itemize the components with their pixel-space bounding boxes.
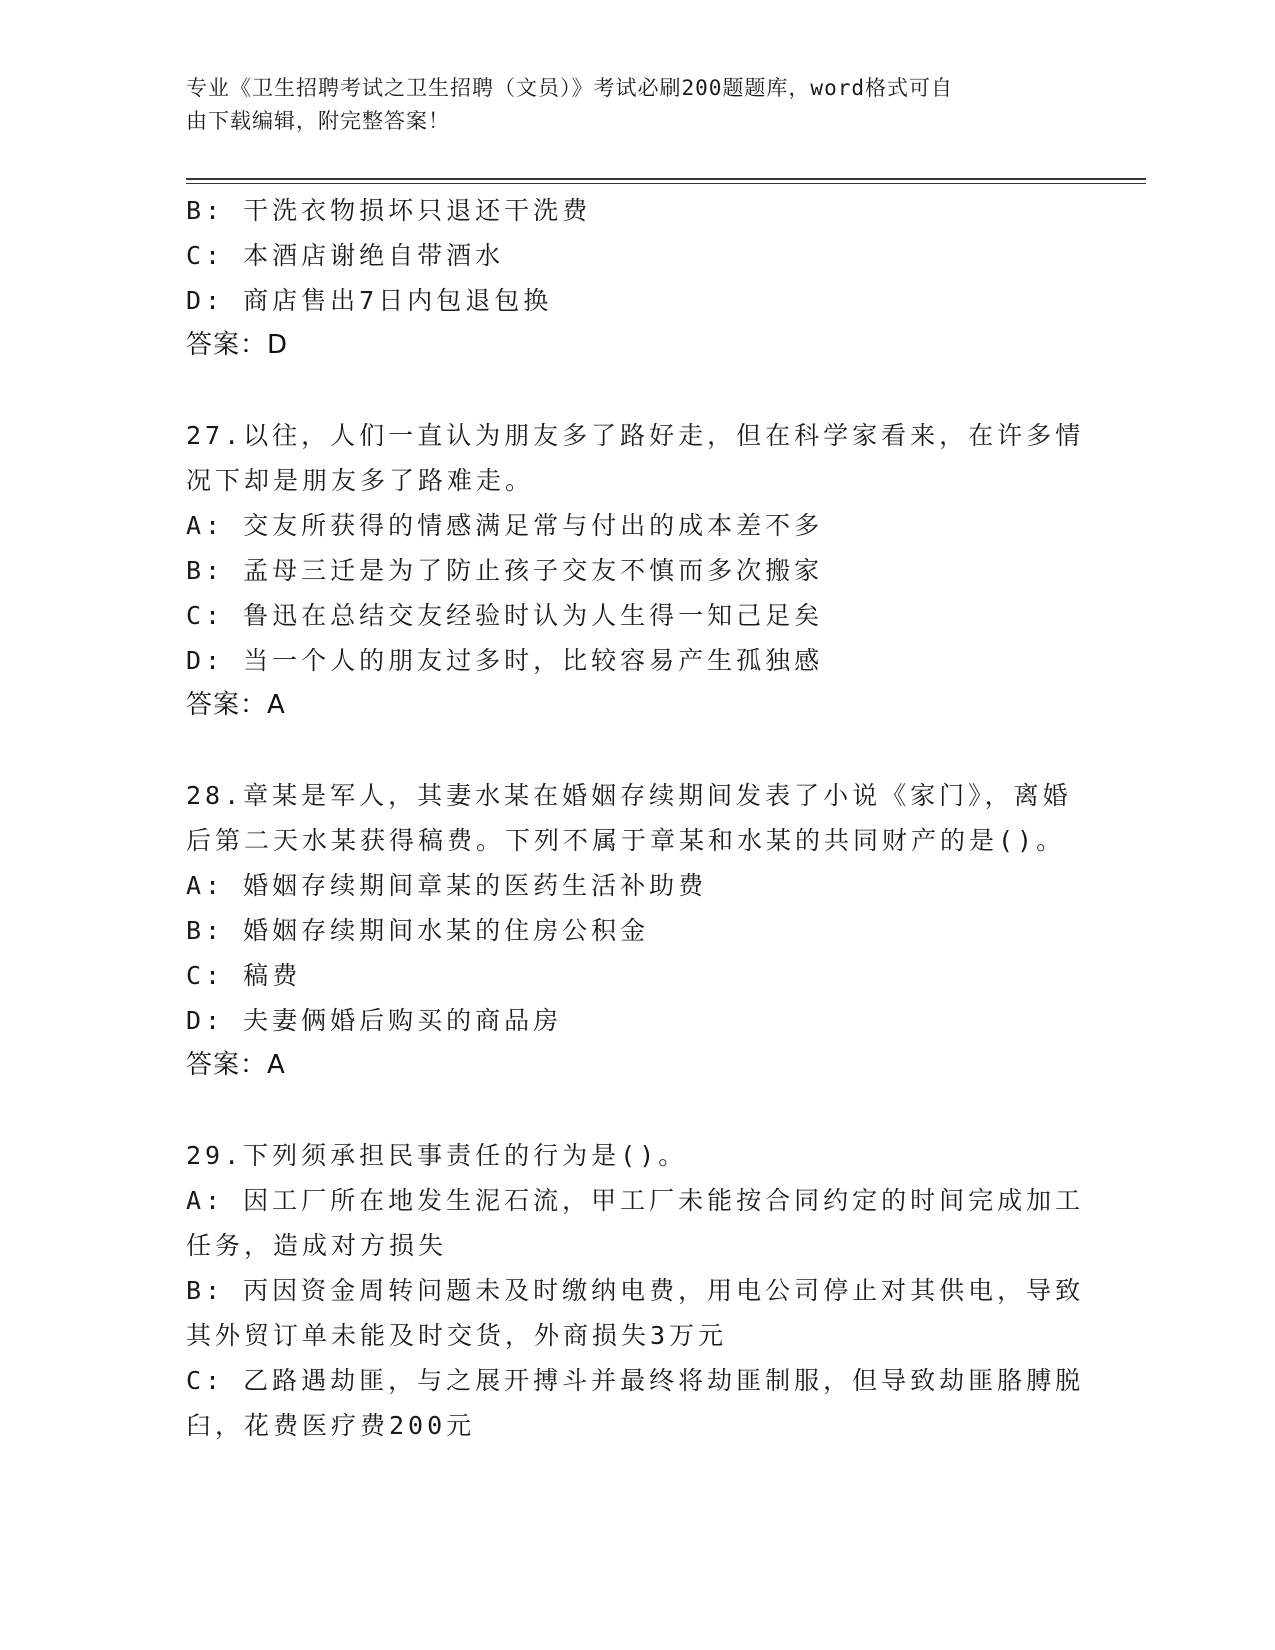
option-d: D: 商店售出7日内包退包换 xyxy=(186,286,553,315)
header-divider-thin xyxy=(186,183,1146,184)
option-c: C: 乙路遇劫匪，与之展开搏斗并最终将劫匪制服，但导致劫匪胳膊脱 xyxy=(186,1366,1085,1395)
spacer xyxy=(186,1088,1086,1133)
question-stem: 后第二天水某获得稿费。下列不属于章某和水某的共同财产的是()。 xyxy=(186,826,1066,855)
option-b: B: 丙因资金周转问题未及时缴纳电费，用电公司停止对其供电，导致 xyxy=(186,1276,1085,1305)
answer-line: 答案：A xyxy=(186,690,286,720)
question-stem: 28.章某是军人，其妻水某在婚姻存续期间发表了小说《家门》，离婚 xyxy=(186,781,1072,810)
option-c: C: 稿费 xyxy=(186,961,302,990)
option-b-continued: 其外贸订单未能及时交货，外商损失3万元 xyxy=(186,1321,728,1350)
header-divider xyxy=(186,178,1146,180)
header-title-line-1: 专业《卫生招聘考试之卫生招聘（文员）》考试必刷200题题库，word格式可自 xyxy=(186,76,953,100)
header-title-line-2: 由下载编辑，附完整答案！ xyxy=(186,109,450,133)
answer-line: 答案：A xyxy=(186,1050,286,1080)
option-b: B: 孟母三迁是为了防止孩子交友不慎而多次搬家 xyxy=(186,556,824,585)
option-d: D: 当一个人的朋友过多时，比较容易产生孤独感 xyxy=(186,646,824,675)
option-d: D: 夫妻俩婚后购买的商品房 xyxy=(186,1006,563,1035)
option-a: A: 婚姻存续期间章某的医药生活补助费 xyxy=(186,871,708,900)
option-b: B: 婚姻存续期间水某的住房公积金 xyxy=(186,916,650,945)
question-26-tail xyxy=(186,188,1086,368)
question-29 xyxy=(186,1133,1086,1448)
question-stem: 29.下列须承担民事责任的行为是()。 xyxy=(186,1141,688,1170)
question-stem: 27.以往，人们一直认为朋友多了路好走，但在科学家看来，在许多情 xyxy=(186,421,1085,450)
option-c: C: 本酒店谢绝自带酒水 xyxy=(186,241,505,270)
spacer xyxy=(186,728,1086,773)
spacer xyxy=(186,368,1086,413)
option-b: B: 干洗衣物损坏只退还干洗费 xyxy=(186,196,592,225)
question-28 xyxy=(186,773,1086,1088)
document-body xyxy=(186,188,1086,1448)
option-a: A: 因工厂所在地发生泥石流，甲工厂未能按合同约定的时间完成加工 xyxy=(186,1186,1085,1215)
document-header xyxy=(186,72,1086,138)
question-stem: 况下却是朋友多了路难走。 xyxy=(186,466,535,495)
question-27 xyxy=(186,413,1086,728)
option-c: C: 鲁迅在总结交友经验时认为人生得一知己足矣 xyxy=(186,601,824,630)
option-c-continued: 臼，花费医疗费200元 xyxy=(186,1411,476,1440)
option-a-continued: 任务，造成对方损失 xyxy=(186,1231,448,1260)
option-a: A: 交友所获得的情感满足常与付出的成本差不多 xyxy=(186,511,824,540)
answer-line: 答案：D xyxy=(186,330,289,360)
